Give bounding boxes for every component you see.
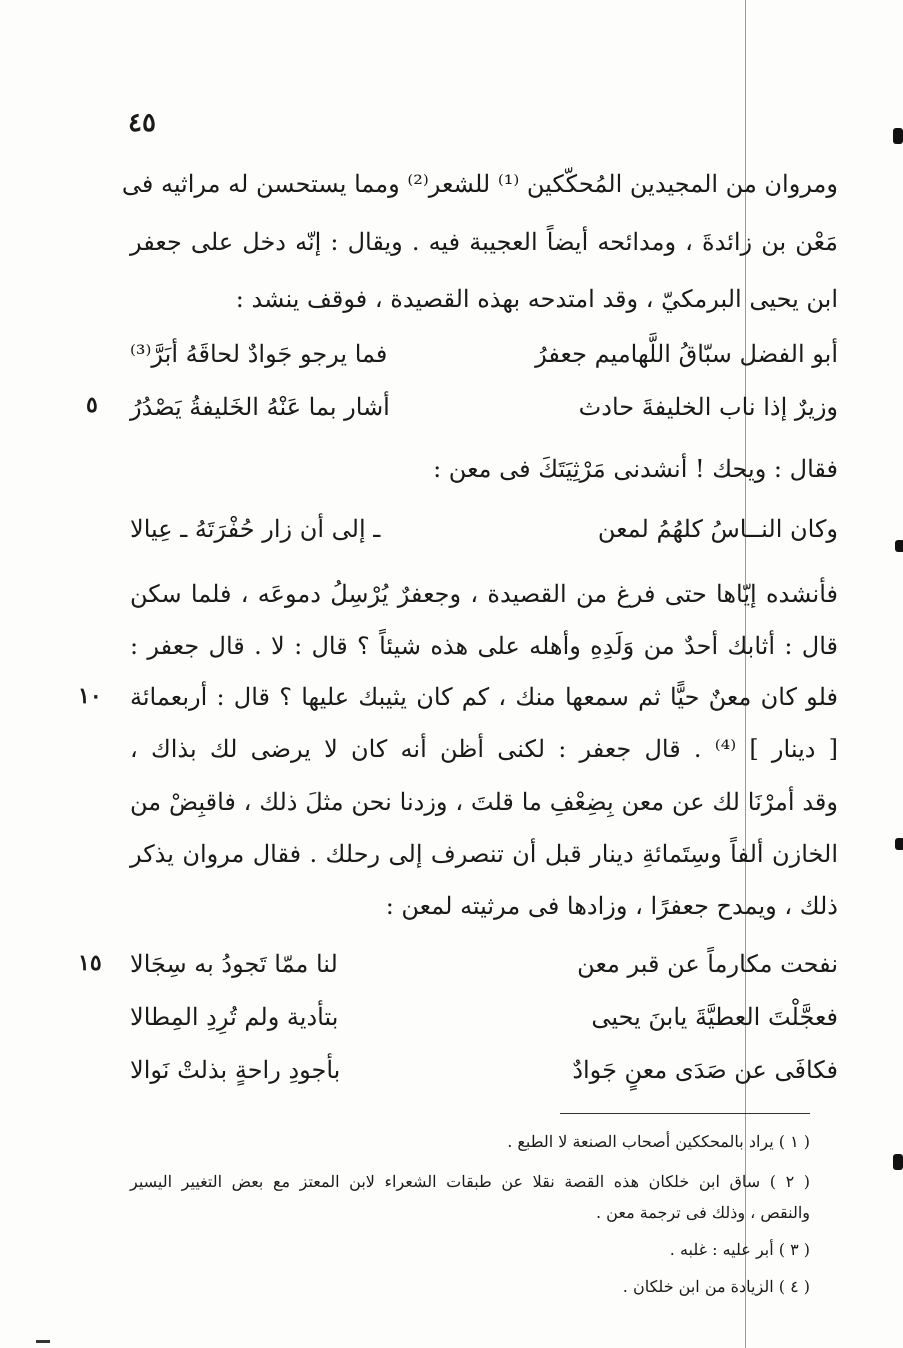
verse-hemistich-left: ـ إلى أن زار حُفْرَتَهُ ـ عِيالا <box>130 515 381 543</box>
prose-line: الخازن ألفاً وسِتَمائةِ دينار قبل أن تنصرف إلى رحلك . فقال مروان يذكر <box>130 840 838 868</box>
footnote: ( ٤ ) الزيادة من ابن خلكان . <box>622 1277 810 1296</box>
prose-line: فقال : ويحك ! أنشدنى مَرْثِيَتَكَ فى معن : <box>433 455 838 483</box>
edge-mark-lower <box>895 838 903 850</box>
verse-hemistich-right: وزيرٌ إذا ناب الخليفةَ حادث <box>578 393 838 421</box>
verse-hemistich-left: بأجودِ راحةٍ بذلتْ نَوالا <box>130 1056 341 1084</box>
verse-hemistich-right: فكافَى عن صَدَى معنٍ جَوادٌ <box>572 1056 838 1084</box>
verse-hemistich-left: فما يرجو جَوادٌ لحاقَهُ أبَرَّ⁽³⁾ <box>130 340 388 368</box>
prose-line: قال : أثابك أحدٌ من وَلَدِهِ وأهله على هذه شيئاً ؟ قال : لا . قال جعفر : <box>130 632 838 660</box>
footnote: ( ٣ ) أبر عليه : غلبه . <box>669 1240 810 1259</box>
verse-row <box>130 950 838 986</box>
line-number-5: ٥ <box>86 392 98 418</box>
prose-line: فأنشده إيّاها حتى فرغ من القصيدة ، وجعفرٌ يُرْسِلُ دموعَه ، فلما سكن <box>130 580 838 608</box>
line-number-10: ١٠ <box>78 683 102 709</box>
prose-line: ومروان من المجيدين المُحكّكين ⁽¹⁾ للشعر⁽²⁾ ومما يستحسن له مراثيه فى <box>121 170 838 198</box>
prose-line: مَعْن بن زائدةَ ، ومدائحه أيضاً العجيبة فيه . ويقال : إنّه دخل على جعفر <box>130 228 838 256</box>
verse-row <box>130 1056 838 1092</box>
page-number: ٤٥ <box>128 108 156 138</box>
verse-row <box>130 393 838 429</box>
prose-line: [ دينار ] ⁽⁴⁾ . قال جعفر : لكنى أظن أنه كان لا يرضى لك بذاك ، <box>130 735 838 763</box>
verse-hemistich-right: فعجَّلْتَ العطيَّةَ يابنَ يحيى <box>591 1003 838 1031</box>
footnote: والنقص ، وذلك فى ترجمة معن . <box>596 1203 810 1222</box>
verse-row <box>130 340 838 376</box>
verse-hemistich-left: لنا ممّا تَجودُ به سِجَالا <box>130 950 338 978</box>
verse-row <box>130 1003 838 1039</box>
corner-mark <box>36 1340 50 1343</box>
verse-hemistich-right: نفحت مكارماً عن قبر معن <box>577 950 838 978</box>
verse-hemistich-right: وكان النــاسُ كلهُمُ لمعن <box>597 515 838 543</box>
prose-line: ذلك ، ويمدح جعفرًا ، وزادها فى مرثيته لمعن : <box>385 892 838 920</box>
prose-line: فلو كان معنٌ حيًّا ثم سمعها منك ، كم كان يثيبك عليها ؟ قال : أربعمائة <box>130 683 838 711</box>
edge-mark-upper <box>895 540 903 552</box>
prose-line: ابن يحيى البرمكيّ ، وقد امتدحه بهذه القصيدة ، فوقف ينشد : <box>235 285 838 313</box>
footnote: ( ٢ ) ساق ابن خلكان هذه القصة نقلا عن طبقات الشعراء لابن المعتز مع بعض التغيير اليسير <box>130 1172 811 1191</box>
line-number-15: ١٥ <box>78 950 102 976</box>
footnote-rule <box>560 1113 810 1114</box>
verse-hemistich-left: بتأدية ولم تُرِدِ المِطالا <box>130 1003 339 1031</box>
edge-mark-top <box>893 128 903 144</box>
prose-line: وقد أمرْنَا لك عن معن بِضِعْفِ ما قلتَ ، وزدنا نحن مثلَ ذلك ، فاقبِضْ من <box>130 788 838 816</box>
verse-hemistich-right: أبو الفضل سبّاقُ اللَّهاميم جعفرُ <box>535 340 838 368</box>
verse-hemistich-left: أشار بما عَنْهُ الخَليفةُ يَصْدُرُ <box>130 393 390 421</box>
edge-mark-bottom <box>893 1154 903 1170</box>
verse-row <box>130 515 838 551</box>
footnote: ( ١ ) يراد بالمحككين أصحاب الصنعة لا الطبع . <box>507 1132 810 1151</box>
